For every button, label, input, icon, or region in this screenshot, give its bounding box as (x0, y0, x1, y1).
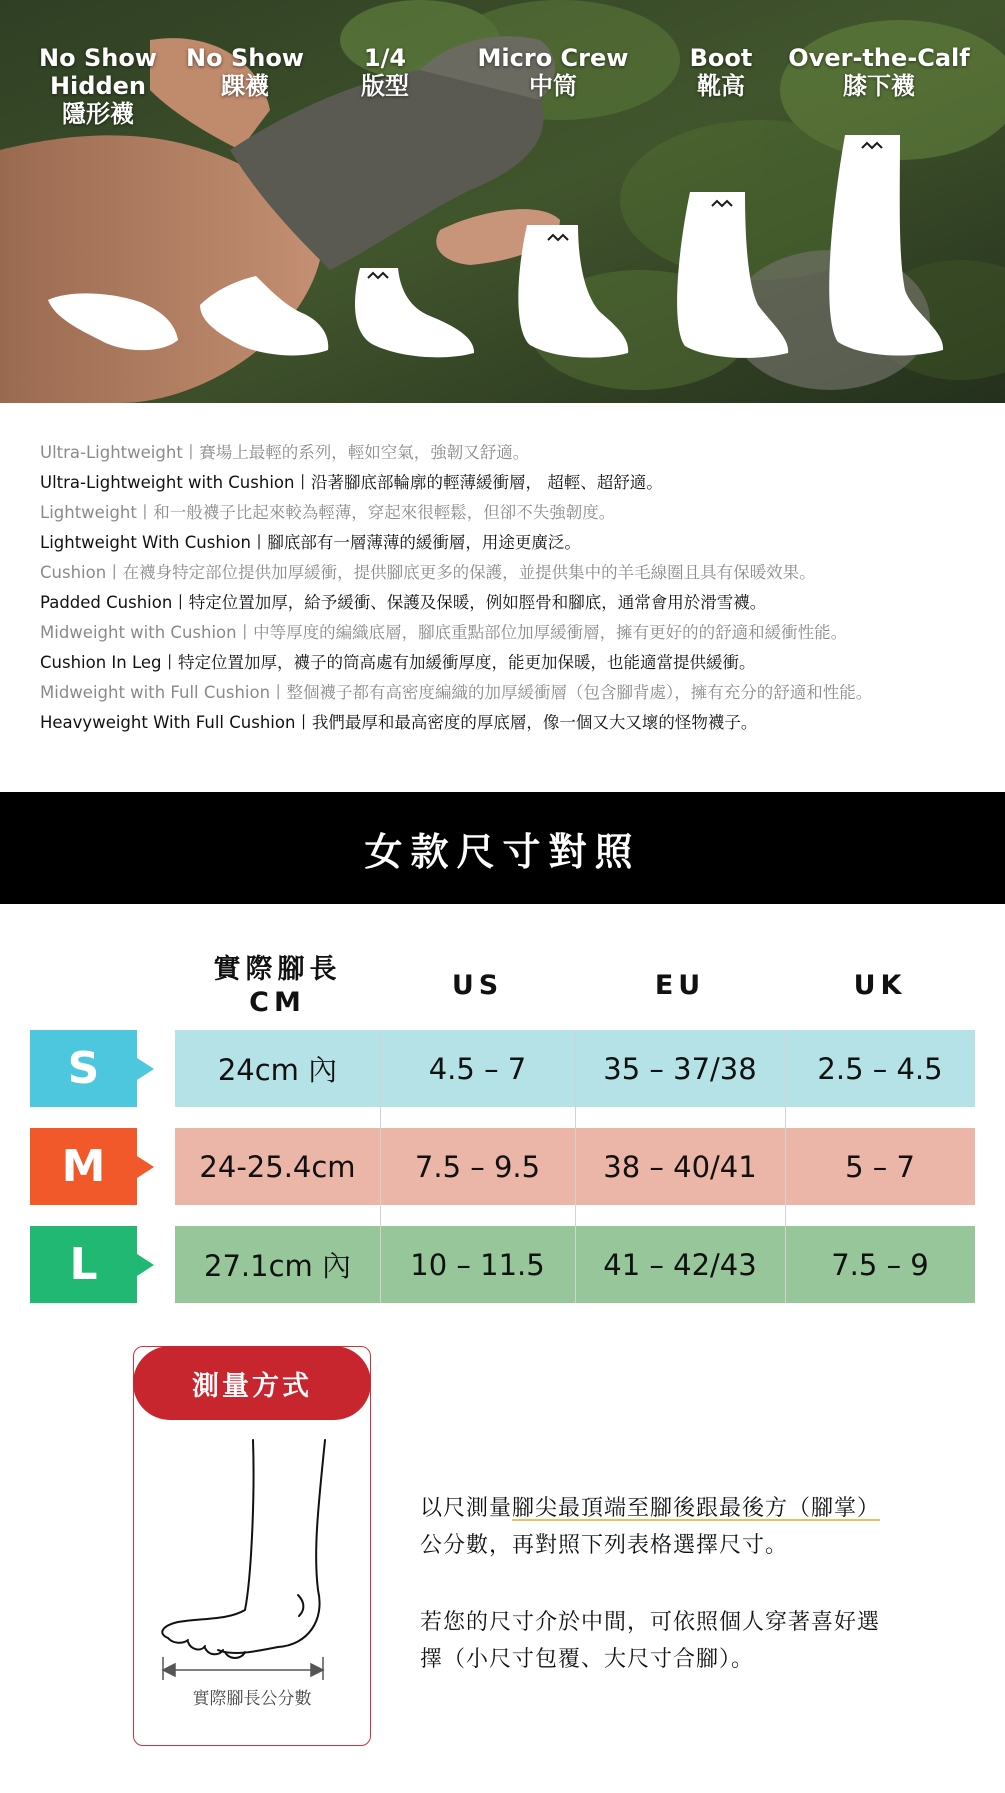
description-line: Lightweight With Cushion丨腳底部有一層薄薄的緩衝層，用途更廣泛。 (40, 533, 581, 552)
badge-arrow-icon (137, 1156, 154, 1178)
size-badge-s (30, 1030, 137, 1107)
label-line: 1/4 (363, 44, 407, 72)
description-line: Padded Cushion丨特定位置加厚，給予緩衝、保護及保暖，例如脛骨和腳底，通常會用於滑雪襪。 (40, 593, 767, 612)
description-line: Cushion In Leg丨特定位置加厚，襪子的筒高處有加緩衝厚度，能更加保暖，也能適當提供緩衝。 (40, 653, 756, 672)
label-line: No Show (39, 44, 157, 72)
hero-label-no-show (186, 44, 304, 100)
label-line: 靴高 (697, 72, 745, 100)
hero-label-boot (690, 44, 753, 100)
cell-us: 10 – 11.5 (410, 1247, 545, 1282)
instruction-text: 若您的尺寸介於中間，可依照個人穿著喜好選 (420, 1610, 881, 1635)
header-eu: EU (654, 970, 706, 1001)
cell-uk: 2.5 – 4.5 (817, 1051, 943, 1086)
size-badge-l (30, 1226, 137, 1303)
size-badge-m (30, 1128, 137, 1205)
cell-eu: 41 – 42/43 (603, 1247, 757, 1282)
label-line: 版型 (361, 72, 409, 100)
description-line: Ultra-Lightweight丨賽場上最輕的系列，輕如空氣，強韌又舒適。 (40, 443, 530, 462)
header-us: US (451, 970, 504, 1001)
badge-arrow-icon (137, 1254, 154, 1276)
cell-uk: 7.5 – 9 (831, 1247, 929, 1282)
foot-length-caption: 實際腳長公分數 (192, 1689, 312, 1709)
cell-foot: 27.1cm 內 (204, 1249, 351, 1283)
size-letter: S (67, 1043, 100, 1094)
cell-uk: 5 – 7 (845, 1149, 915, 1184)
label-line: Boot (689, 44, 753, 72)
label-line: 踝襪 (221, 72, 269, 100)
label-line: Hidden (49, 72, 147, 100)
header-foot-line1: 實際腳長 (213, 954, 342, 985)
size-letter: L (69, 1239, 98, 1290)
foot-illustration-icon (133, 1420, 371, 1680)
instruction-text: 以尺測量 (420, 1496, 513, 1521)
cell-eu: 35 – 37/38 (603, 1051, 757, 1086)
cell-us: 4.5 – 7 (428, 1051, 527, 1086)
measure-title-pill: 測量方式 (133, 1346, 371, 1420)
header-foot-line2: CM (249, 987, 306, 1018)
label-line: 隱形襪 (62, 100, 134, 128)
label-line: No Show (186, 44, 304, 72)
cell-foot: 24-25.4cm (199, 1149, 356, 1184)
description-line: Midweight with Cushion丨中等厚度的編織底層，腳底重點部位加厚緩衝層，擁有更好的的舒適和緩衝性能。 (40, 623, 848, 642)
hero-label-over-the-calf (788, 44, 969, 100)
hero-label-micro-crew (478, 44, 629, 100)
label-line: 中筒 (528, 72, 577, 100)
header-foot-length (175, 953, 380, 1019)
cell-us: 7.5 – 9.5 (414, 1149, 541, 1184)
column-divider (785, 1030, 786, 1303)
instruction-text: 擇（小尺寸包覆、大尺寸合腳）。 (420, 1647, 755, 1672)
size-chart-title-bar (0, 792, 1005, 904)
cell-eu: 38 – 40/41 (603, 1149, 757, 1184)
label-line: 膝下襪 (843, 72, 915, 100)
instruction-text: 公分數，再對照下列表格選擇尺寸。 (420, 1533, 789, 1558)
description-line: Lightweight丨和一般襪子比起來較為輕薄，穿起來很輕鬆，但卻不失強韌度。 (40, 503, 616, 522)
description-line: Heavyweight With Full Cushion丨我們最厚和最高密度的厚底層，像一個又大又壞的怪物襪子。 (40, 713, 758, 732)
hero-label-quarter (361, 44, 409, 100)
hero-banner (0, 0, 1005, 403)
label-line: Over-the-Calf (788, 44, 970, 72)
column-divider (380, 1030, 381, 1303)
measure-instruction-1 (420, 1490, 880, 1564)
description-line: Midweight with Full Cushion丨整個襪子都有高密度編織的加厚緩衝層（包含腳背處），擁有充分的舒適和性能。 (40, 683, 873, 702)
badge-arrow-icon (137, 1058, 154, 1080)
cell-foot: 24cm 內 (217, 1053, 338, 1087)
cushion-description-list (40, 438, 980, 738)
column-divider (575, 1030, 576, 1303)
size-chart-title: 女款尺寸對照 (364, 829, 641, 874)
label-line: Micro Crew (477, 44, 629, 72)
measure-instruction-2 (420, 1604, 880, 1678)
header-uk: UK (853, 970, 907, 1001)
description-line: Cushion丨在襪身特定部位提供加厚緩衝，提供腳底更多的保護，並提供集中的羊毛線圈且具有保暖效果。 (40, 563, 816, 582)
size-letter: M (61, 1141, 106, 1192)
instruction-highlight: 腳尖最頂端至腳後跟最後方（腳掌） (512, 1496, 881, 1521)
description-line: Ultra-Lightweight with Cushion丨沿著腳底部輪廓的輕薄緩衝層， 超輕、超舒適。 (40, 473, 663, 492)
hero-label-no-show-hidden (39, 44, 157, 128)
